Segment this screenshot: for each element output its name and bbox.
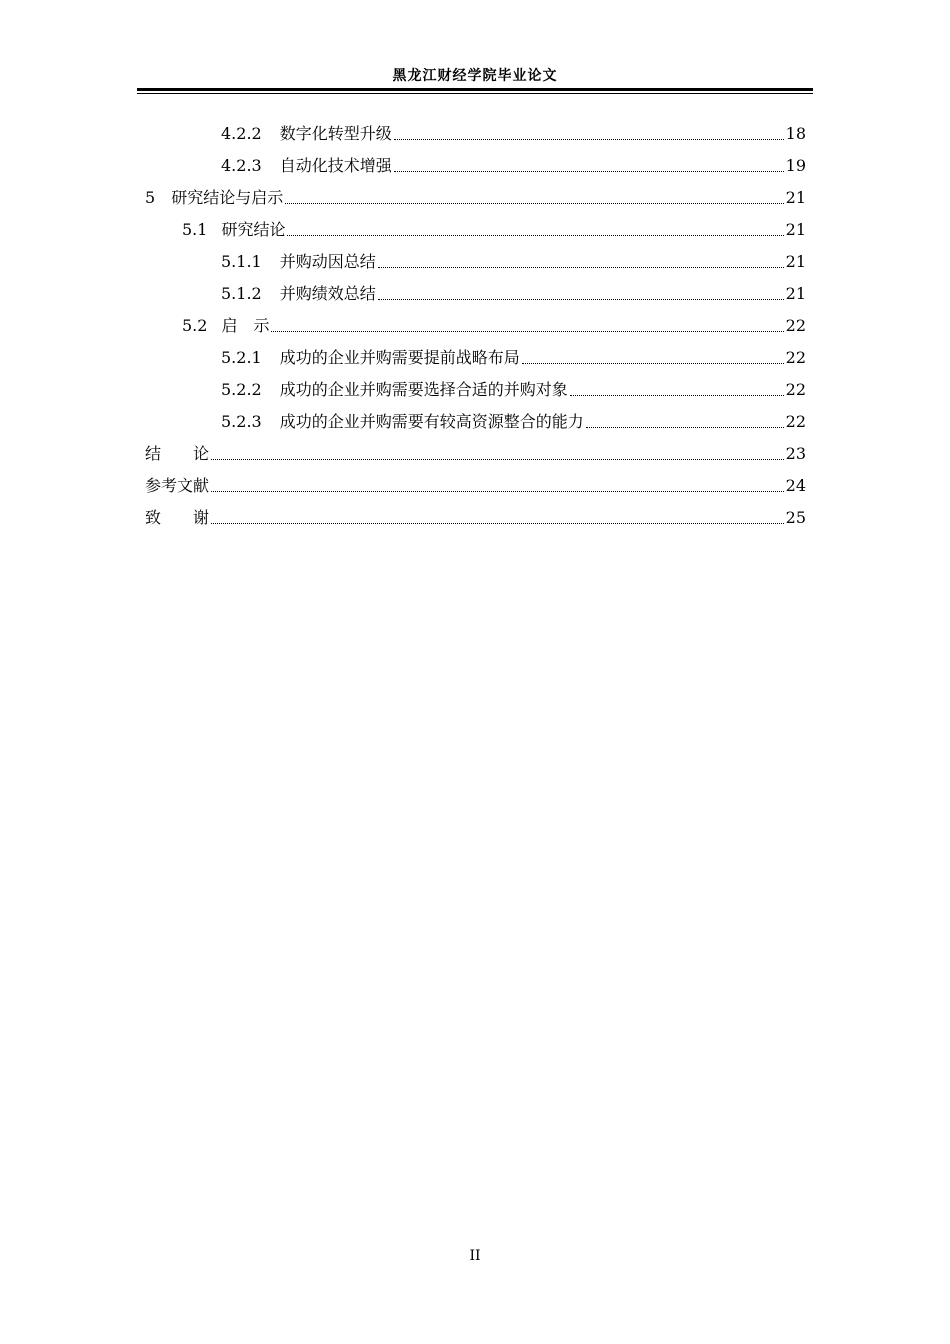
toc-entry[interactable] [182, 308, 806, 336]
toc-entry[interactable] [145, 468, 806, 496]
toc-entry-number: 5.2 [182, 316, 208, 335]
toc-entry-title: 研究结论与启示 [171, 188, 284, 207]
toc-dot-leader [394, 171, 784, 172]
toc-entry-title: 自动化技术增强 [279, 156, 392, 175]
toc-entry-page: 22 [785, 380, 806, 399]
toc-entry-number: 5.2.2 [221, 380, 262, 399]
toc-entry-number: 5.1.2 [221, 284, 262, 303]
toc-entry[interactable] [182, 212, 806, 240]
toc-entry[interactable] [145, 180, 806, 208]
toc-entry-title: 研究结论 [221, 220, 286, 239]
toc-entry-page: 22 [785, 316, 806, 335]
toc-entry-title: 成功的企业并购需要有较高资源整合的能力 [279, 412, 584, 431]
toc-entry-title: 数字化转型升级 [279, 124, 392, 143]
toc-entry[interactable] [145, 500, 806, 528]
toc-dot-leader [586, 427, 784, 428]
toc-entry[interactable] [221, 404, 806, 432]
toc-dot-leader [378, 267, 784, 268]
toc-entry-page: 23 [785, 444, 806, 463]
toc-entry-number: 4.2.2 [221, 124, 262, 143]
toc-entry-page: 19 [785, 156, 806, 175]
header-rule-thin [137, 93, 813, 94]
toc-dot-leader [211, 523, 784, 524]
toc-entry-number: 5.1.1 [221, 252, 262, 271]
toc-entry-number: 5.2.1 [221, 348, 262, 367]
toc-entry-page: 21 [785, 188, 806, 207]
toc-entry-page: 18 [785, 124, 806, 143]
toc-entry-title: 启 示 [221, 316, 270, 335]
toc-entry-page: 22 [785, 412, 806, 431]
toc-entry-title: 成功的企业并购需要选择合适的并购对象 [279, 380, 568, 399]
toc-entry-title: 并购绩效总结 [279, 284, 376, 303]
toc-dot-leader [522, 363, 784, 364]
toc-entry-title: 参考文献 [145, 476, 210, 495]
toc-dot-leader [394, 139, 784, 140]
toc-entry-number: 5 [145, 188, 156, 207]
toc-dot-leader [211, 459, 784, 460]
toc-entry-number: 5.2.3 [221, 412, 262, 431]
page-number: II [469, 1248, 481, 1264]
toc-entry[interactable] [221, 148, 806, 176]
toc-entry-title: 致 谢 [145, 508, 210, 527]
toc-entry-title: 结 论 [145, 444, 210, 463]
toc-entry-page: 21 [785, 220, 806, 239]
toc-dot-leader [285, 203, 783, 204]
toc-entry-page: 21 [785, 252, 806, 271]
toc-dot-leader [271, 331, 783, 332]
page-header-title: 黑龙江财经学院毕业论文 [392, 68, 558, 84]
toc-entry-page: 22 [785, 348, 806, 367]
header-rule-thick [137, 88, 813, 91]
toc-entry[interactable] [221, 276, 806, 304]
toc-entry-page: 24 [785, 476, 806, 495]
toc-entry[interactable] [221, 244, 806, 272]
toc-dot-leader [211, 491, 784, 492]
toc-dot-leader [378, 299, 784, 300]
toc-entry-number: 4.2.3 [221, 156, 262, 175]
toc-entry-page: 21 [785, 284, 806, 303]
toc-entry-page: 25 [785, 508, 806, 527]
toc-entry[interactable] [221, 116, 806, 144]
toc-entry-number: 5.1 [182, 220, 208, 239]
toc-entry[interactable] [221, 372, 806, 400]
toc-entry-title: 成功的企业并购需要提前战略布局 [279, 348, 520, 367]
toc-dot-leader [570, 395, 784, 396]
toc-entry[interactable] [145, 436, 806, 464]
toc-dot-leader [287, 235, 783, 236]
toc-entry-title: 并购动因总结 [279, 252, 376, 271]
toc-entry[interactable] [221, 340, 806, 368]
